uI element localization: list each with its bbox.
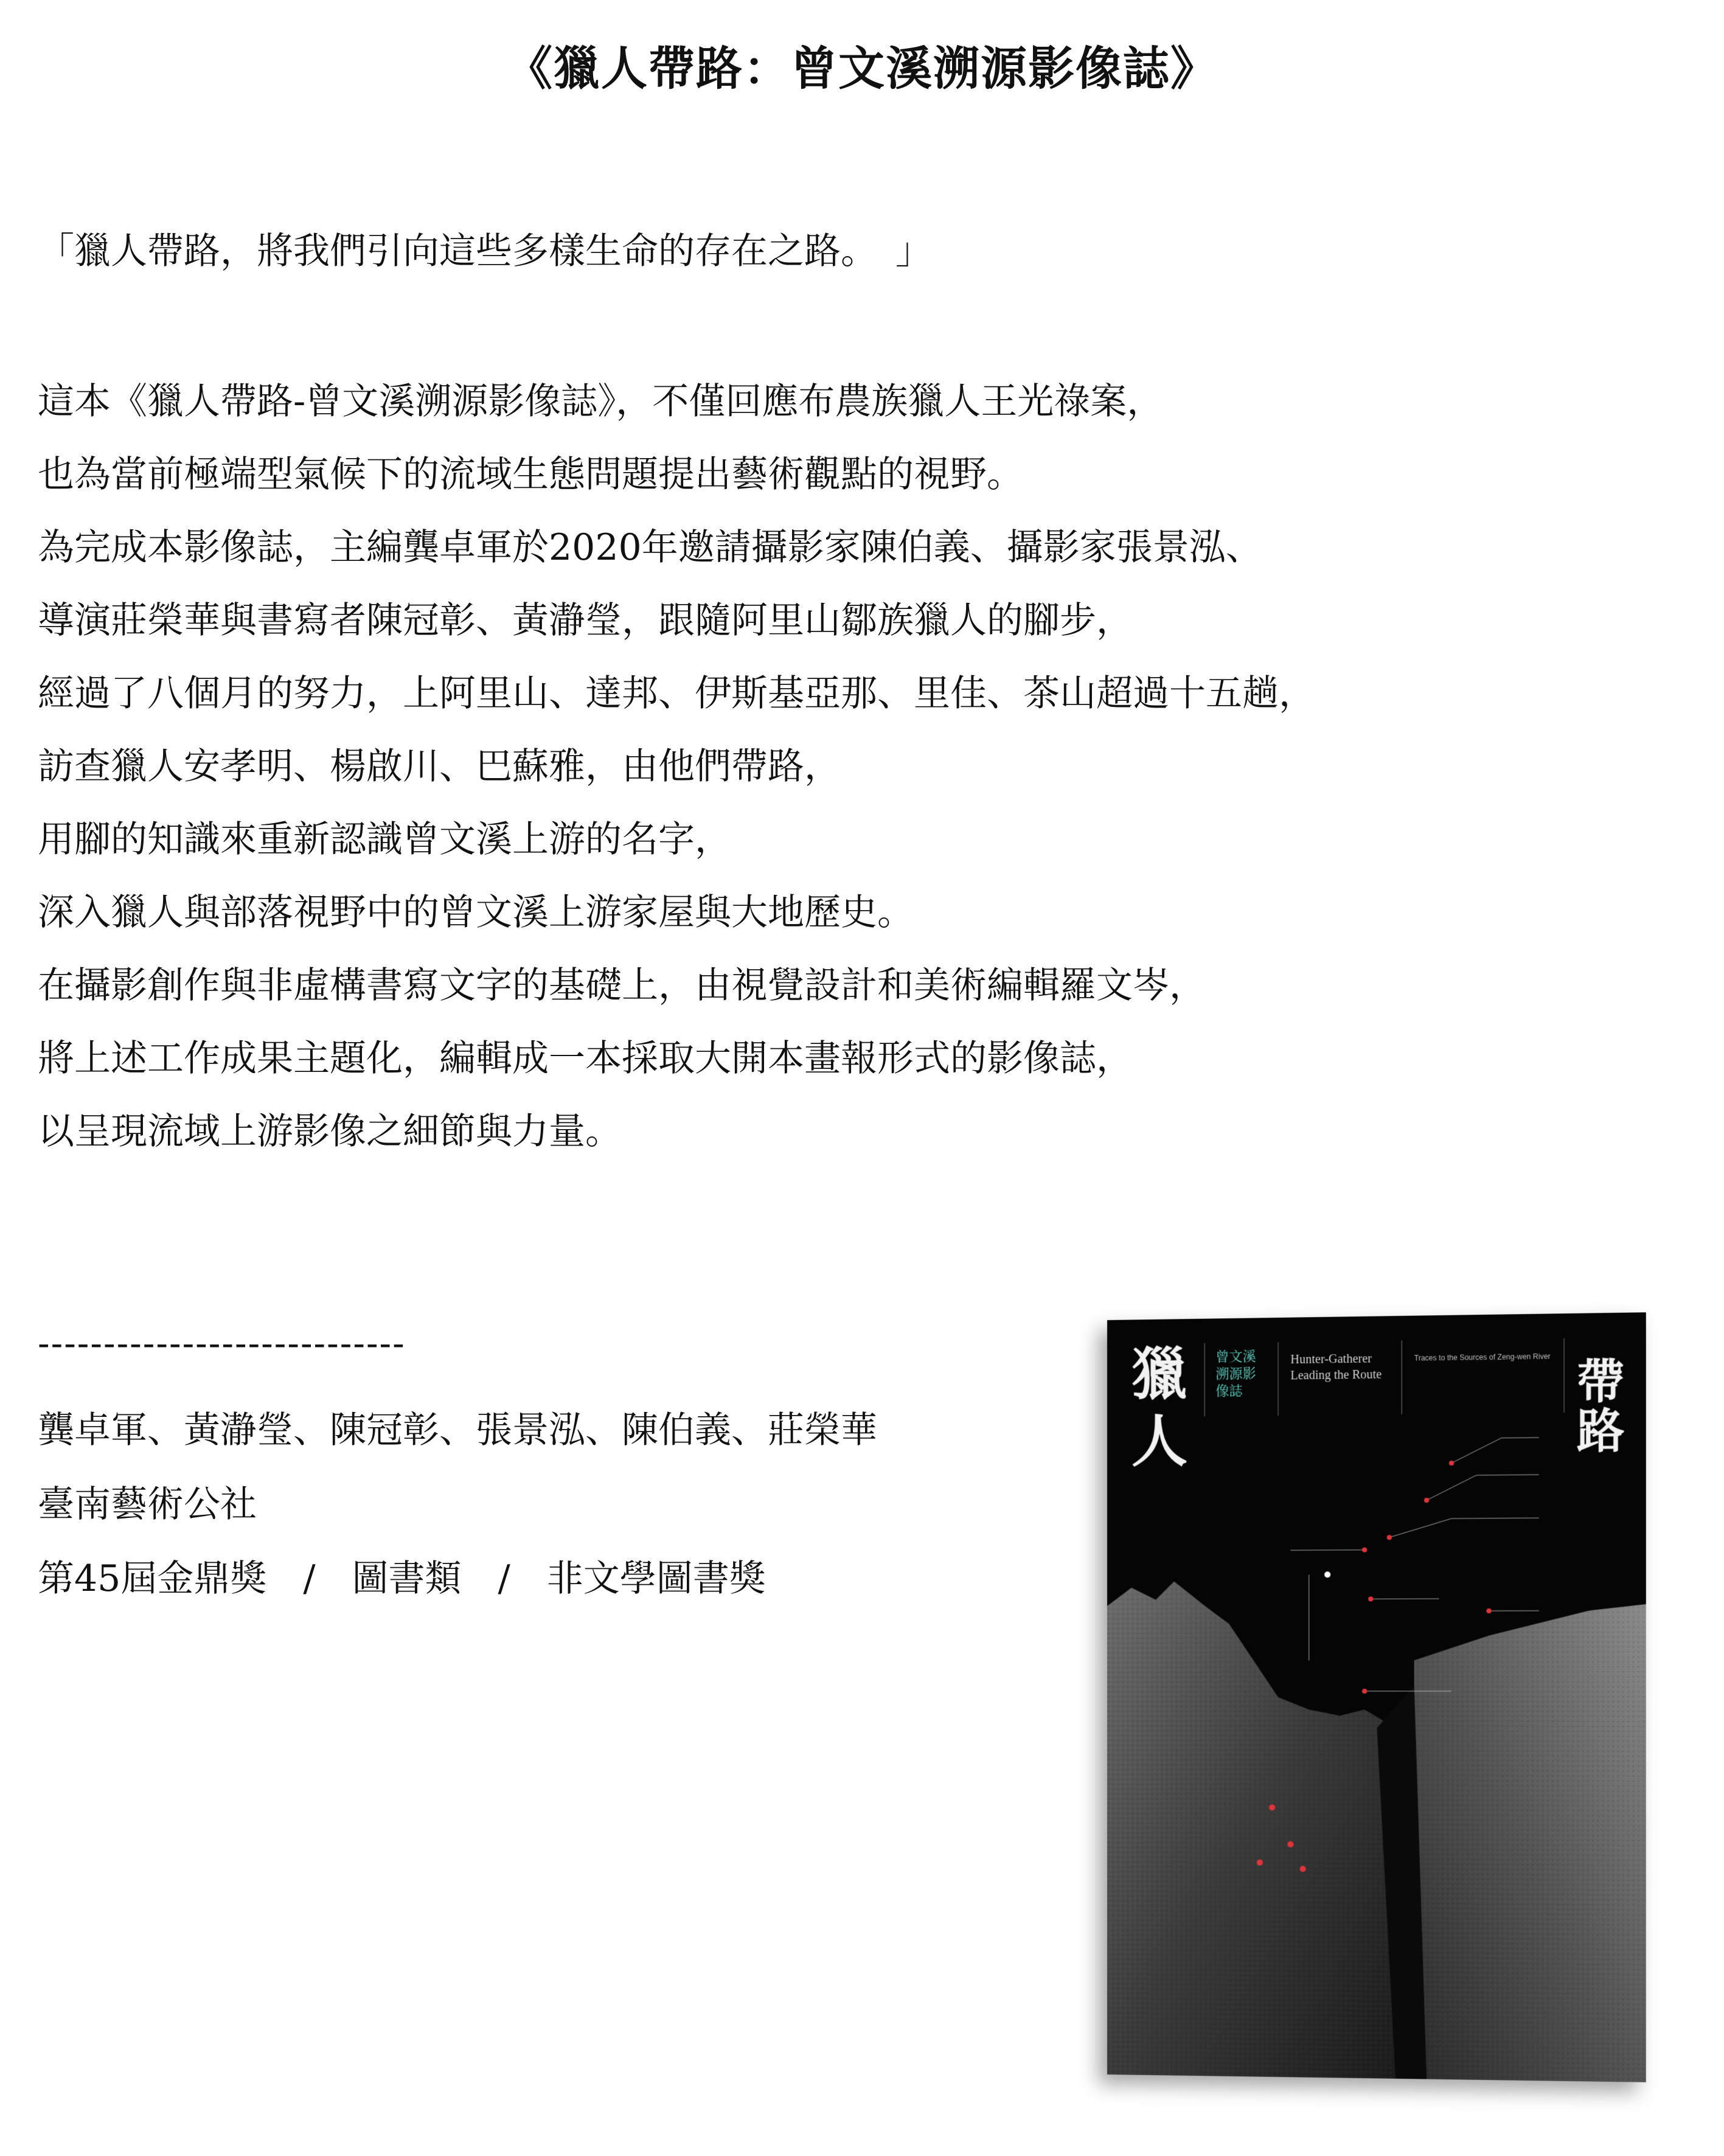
body-line: 為完成本影像誌，主編龔卓軍於2020年邀請攝影家陳伯義、攝影家張景泓、 xyxy=(38,526,1262,569)
body-line: 在攝影創作與非虛構書寫文字的基礎上，由視覺設計和美術編輯羅文岑， xyxy=(38,964,1206,1007)
body-line: 這本《獵人帶路-曾文溪溯源影像誌》，不僅回應布農族獵人王光祿案， xyxy=(38,380,1164,423)
cover-title-char: 路 xyxy=(1576,1403,1625,1459)
cover-zh-subtitle: 曾文溪溯源影像誌 xyxy=(1215,1349,1256,1399)
cover-en-subtitle: Traces to the Sources of Zeng-wen River xyxy=(1414,1352,1551,1363)
credits-block xyxy=(38,1393,877,1616)
page-title: 《獵人帶路：曾文溪溯源影像誌》 xyxy=(506,41,1218,96)
cover-title-char: 人 xyxy=(1131,1408,1188,1475)
cover-title-char: 獵 xyxy=(1131,1341,1188,1408)
body-line: 以呈現流域上游影像之細節與力量。 xyxy=(38,1110,622,1153)
body-line: 用腳的知識來重新認識曾文溪上游的名字， xyxy=(38,818,731,861)
body-line: 訪查獵人安孝明、楊啟川、巴蘇雅，由他們帶路， xyxy=(38,745,841,788)
intro-quote: 「獵人帶路，將我們引向這些多樣生命的存在之路。 」 xyxy=(38,230,932,273)
cover-en-title: Hunter-Gatherer Leading the Route xyxy=(1290,1352,1382,1383)
body-line: 也為當前極端型氣候下的流域生態問題提出藝術觀點的視野。 xyxy=(38,453,1023,496)
award-line: 第45屆金鼎獎 / 圖書類 / 非文學圖書獎 xyxy=(38,1557,766,1600)
description-body xyxy=(38,365,1680,1168)
body-line: 經過了八個月的努力，上阿里山、達邦、伊斯基亞那、里佳、茶山超過十五趟， xyxy=(38,672,1315,715)
divider-line: ---------------------------- xyxy=(38,1323,406,1364)
body-line: 導演莊榮華與書寫者陳冠彰、黃瀞瑩，跟隨阿里山鄒族獵人的腳步， xyxy=(38,599,1133,642)
book-cover-image xyxy=(1107,1312,1646,2082)
authors-line: 龔卓軍、黃瀞瑩、陳冠彰、張景泓、陳伯義、莊榮華 xyxy=(38,1409,877,1452)
cover-photo-illustration xyxy=(1107,1312,1646,2082)
body-line: 將上述工作成果主題化，編輯成一本採取大開本畫報形式的影像誌， xyxy=(38,1037,1133,1080)
cover-title-char: 帶 xyxy=(1576,1354,1625,1410)
publisher-line: 臺南藝術公社 xyxy=(38,1483,257,1526)
body-line: 深入獵人與部落視野中的曾文溪上游家屋與大地歷史。 xyxy=(38,891,914,934)
